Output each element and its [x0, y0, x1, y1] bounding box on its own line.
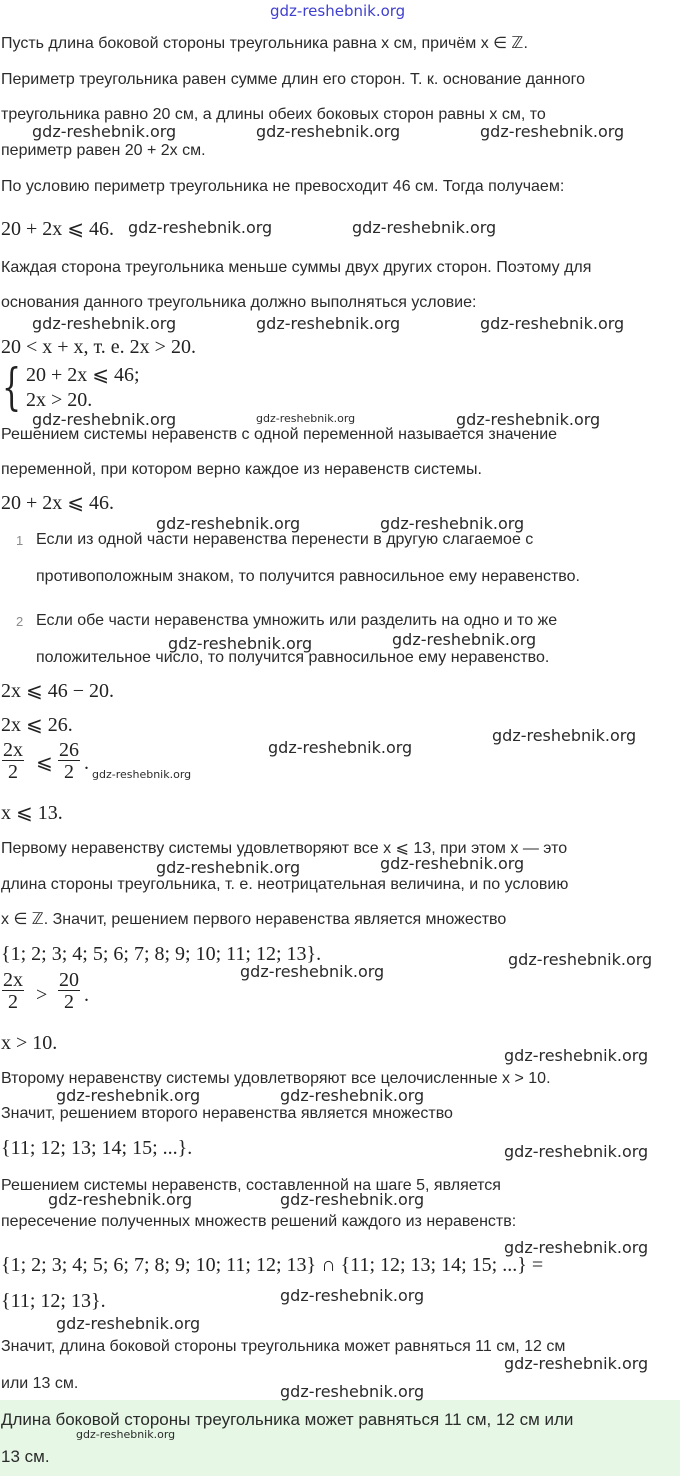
text-line: периметр равен 20 + 2x см.	[1, 142, 206, 159]
watermark: gdz-reshebnik.org	[456, 410, 601, 429]
watermark: gdz-reshebnik.org	[156, 514, 301, 533]
text-line: x ∈ ℤ. Значит, решением первого неравенства является множество	[1, 911, 507, 928]
watermark: gdz-reshebnik.org	[156, 858, 301, 877]
fraction-denominator: 2	[8, 761, 18, 783]
watermark: gdz-reshebnik.org	[240, 962, 385, 981]
watermark: gdz-reshebnik.org	[280, 1190, 425, 1209]
math-line: 20 + 2x ⩽ 46.	[1, 218, 115, 240]
text-line: Периметр треугольника равен сумме длин его сторон. Т. к. основание данного	[1, 71, 585, 88]
rule-line: положительное число, то получится равносильное ему неравенство.	[36, 649, 550, 666]
rule-number-1: 1	[16, 533, 24, 548]
text-line: длина стороны треугольника, т. е. неотрицательная величина, и по условию	[1, 876, 569, 893]
text-line: Решением системы неравенств, составленной на шаге 5, является	[1, 1177, 501, 1194]
watermark: gdz-reshebnik.org	[32, 122, 177, 141]
watermark: gdz-reshebnik.org	[480, 122, 625, 141]
watermark: gdz-reshebnik.org	[492, 726, 637, 745]
math-line: 20 < x + x, т. е. 2x > 20.	[1, 336, 196, 358]
set-line: {1; 2; 3; 4; 5; 6; 7; 8; 9; 10; 11; 12; 13}.	[1, 943, 322, 965]
fraction-denominator: 2	[8, 991, 18, 1013]
answer-line: Длина боковой стороны треугольника может равняться 11 см, 12 см или	[1, 1410, 574, 1429]
watermark: gdz-reshebnik.org	[504, 1142, 649, 1161]
watermark: gdz-reshebnik.org	[256, 314, 401, 333]
answer-line: 13 см.	[1, 1447, 50, 1466]
fraction-right	[58, 740, 80, 783]
watermark: gdz-reshebnik.org	[504, 1046, 649, 1065]
watermark: gdz-reshebnik.org	[504, 1238, 649, 1257]
fraction-left-2	[2, 970, 24, 1013]
watermark: gdz-reshebnik.org	[76, 1428, 176, 1441]
fraction-denominator: 2	[64, 991, 74, 1013]
math-line: 20 + 2x ⩽ 46.	[1, 492, 115, 514]
math-line: x > 10.	[1, 1032, 58, 1054]
text-line: Решением системы неравенств с одной переменной называется значение	[1, 426, 558, 443]
rule-line: Если из одной части неравенства перенести в другую слагаемое с	[36, 531, 534, 548]
watermark: gdz-reshebnik.org	[504, 1354, 649, 1373]
text-line: переменной, при котором верно каждое из неравенств системы.	[1, 461, 482, 478]
relation-sign: >	[36, 984, 48, 1006]
period: .	[84, 752, 89, 774]
watermark: gdz-reshebnik.org	[352, 218, 497, 237]
text-line: или 13 см.	[1, 1375, 79, 1392]
period: .	[84, 984, 89, 1006]
watermark: gdz-reshebnik.org	[380, 514, 525, 533]
watermark: gdz-reshebnik.org	[380, 854, 525, 873]
set-line: {11; 12; 13; 14; 15; ...}.	[1, 1137, 193, 1159]
watermark: gdz-reshebnik.org	[168, 634, 313, 653]
watermark: gdz-reshebnik.org	[280, 1086, 425, 1105]
fraction-numerator: 26	[59, 739, 79, 761]
watermark: gdz-reshebnik.org	[48, 1190, 193, 1209]
rule-number-2: 2	[16, 614, 24, 629]
text-line: Каждая сторона треугольника меньше суммы двух других сторон. Поэтому для	[1, 259, 592, 276]
system-brace-icon: {	[2, 358, 22, 416]
watermark: gdz-reshebnik.org	[56, 1086, 201, 1105]
watermark-top: gdz-reshebnik.org	[270, 2, 406, 20]
watermark: gdz-reshebnik.org	[128, 218, 273, 237]
fraction-denominator: 2	[64, 761, 74, 783]
text-line: Значит, решением второго неравенства является множество	[1, 1105, 453, 1122]
math-line: 2x ⩽ 26.	[1, 714, 73, 736]
fraction-numerator: 2x	[3, 739, 23, 761]
set-line: {11; 12; 13}.	[1, 1290, 106, 1312]
fraction-right-2	[58, 970, 80, 1013]
fraction-left	[2, 740, 24, 783]
relation-sign: ⩽	[36, 752, 53, 774]
watermark: gdz-reshebnik.org	[256, 412, 356, 425]
math-line: x ⩽ 13.	[1, 802, 63, 824]
rule-line: противоположным знаком, то получится равносильное ему неравенство.	[36, 568, 580, 585]
watermark: gdz-reshebnik.org	[280, 1382, 425, 1401]
watermark: gdz-reshebnik.org	[280, 1286, 425, 1305]
watermark: gdz-reshebnik.org	[508, 950, 653, 969]
watermark: gdz-reshebnik.org	[392, 630, 537, 649]
rule-line: Если обе части неравенства умножить или разделить на одно и то же	[36, 612, 558, 629]
set-line: {1; 2; 3; 4; 5; 6; 7; 8; 9; 10; 11; 12; 13} ∩ {11; 12; 13; 14; 15; ...} =	[1, 1254, 544, 1276]
watermark: gdz-reshebnik.org	[56, 1314, 201, 1333]
watermark: gdz-reshebnik.org	[92, 768, 192, 781]
text-line: пересечение полученных множеств решений каждого из неравенств:	[1, 1213, 517, 1230]
watermark: gdz-reshebnik.org	[480, 314, 625, 333]
fraction-numerator: 2x	[3, 969, 23, 991]
text-line: Второму неравенству системы удовлетворяют все целочисленные x > 10.	[1, 1070, 551, 1087]
system-line-1: 20 + 2x ⩽ 46;	[26, 364, 140, 386]
text-line: основания данного треугольника должно выполняться условие:	[1, 294, 477, 311]
text-line: Значит, длина боковой стороны треугольника может равняться 11 см, 12 см	[1, 1338, 566, 1355]
watermark: gdz-reshebnik.org	[256, 122, 401, 141]
text-line: треугольника равно 20 см, а длины обеих боковых сторон равны x см, то	[1, 106, 546, 123]
fraction-numerator: 20	[59, 969, 79, 991]
text-line: Пусть длина боковой стороны треугольника равна x см, причём x ∈ ℤ.	[1, 35, 528, 52]
watermark: gdz-reshebnik.org	[268, 738, 413, 757]
math-line: 2x ⩽ 46 − 20.	[1, 680, 115, 702]
watermark: gdz-reshebnik.org	[32, 314, 177, 333]
text-line: Первому неравенству системы удовлетворяют все x ⩽ 13, при этом x — это	[1, 840, 568, 857]
text-line: По условию периметр треугольника не превосходит 46 см. Тогда получаем:	[1, 178, 565, 195]
system-line-2: 2x > 20.	[26, 389, 93, 411]
watermark: gdz-reshebnik.org	[32, 410, 177, 429]
